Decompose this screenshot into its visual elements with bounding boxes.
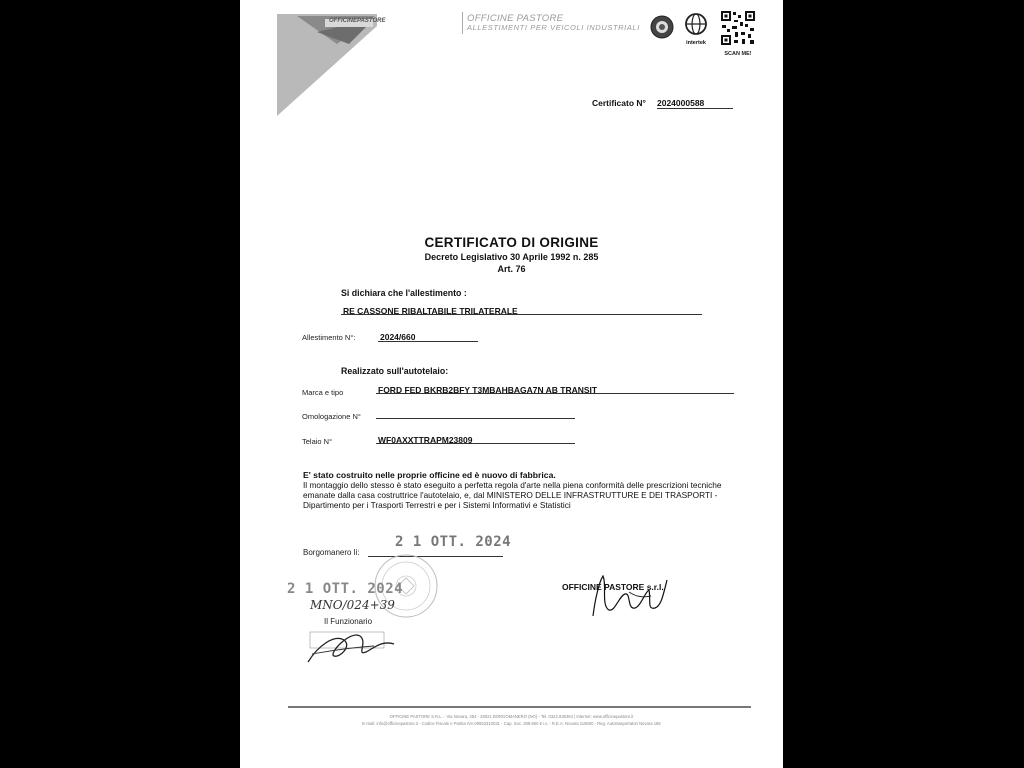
allestimento-number: 2024/660 (380, 332, 416, 342)
document-title: CERTIFICATO DI ORIGINE (424, 235, 599, 250)
declaration-text: Si dichiara che l'allestimento : (341, 288, 467, 298)
quality-seal-icon (650, 13, 674, 41)
brand-divider (462, 12, 463, 34)
footer-line-2: E-mail: info@officinepastore.it - Codice Fiscale e Partita IVA 00652310031 - Cap. Soc. 309.800 € i.v. - R.E.A. Novara 115600 - Reg. Autotrasportatori Novara 186 (362, 721, 661, 726)
company-logo (277, 14, 386, 116)
left-date-stamp: 2 1 OTT. 2024 (287, 581, 404, 597)
allestimento-number-label: Allestimento N°: (302, 333, 356, 342)
globe-icon (683, 13, 709, 35)
footer-line-1: OFFICINE PASTORE S.R.L. - Via Novara, 254 - 28021 BORGOMANERO (NO) - Tel. 0322.835354 | Internet: www.officinepastore.it (389, 714, 634, 719)
place-date-label: Borgomanero li: (303, 548, 360, 557)
statement-heading: E' stato costruito nelle proprie officine ed è nuovo di fabbrica. (303, 470, 556, 480)
allestimento-description-line (341, 314, 702, 315)
certificate-number: 2024000588 (657, 98, 733, 109)
certificate-page (240, 0, 783, 768)
handwritten-reference: MNO/024+39 (310, 598, 395, 612)
qr-code-icon (720, 10, 756, 46)
logo-text-right: PASTORE (357, 18, 386, 24)
make-type-line (376, 393, 734, 394)
date-stamp: 2 1 OTT. 2024 (395, 534, 512, 550)
brand-name: OFFICINE PASTORE (467, 13, 564, 24)
decree-reference: Decreto Legislativo 30 Aprile 1992 n. 285 (424, 252, 599, 262)
qr-caption: SCAN ME! (724, 51, 752, 57)
intertek-label: intertek (686, 40, 706, 46)
statement-paragraph: Il montaggio dello stesso è stato eseguito a perfetta regola d'arte nella piena conformità delle prescrizioni tecniche emanate dalla casa costruttrice l'autotelaio, e, dal MINISTERO DELLE INFRASTRUTTURE E DEI TRASPORTI - Dipartimento per i Trasporti Terrestri e per i Sistemi Informativi e Statistici (303, 480, 722, 511)
company-signature (585, 570, 685, 620)
chassis-number-value: WF0AXXTTRAPM23809 (378, 435, 473, 445)
chassis-number-label: Telaio N° (302, 437, 333, 446)
chassis-heading: Realizzato sull'autotelaio: (341, 366, 449, 376)
make-type-label: Marca e tipo (302, 388, 344, 397)
company-signature-label: OFFICINE PASTORE s.r.l. (562, 582, 664, 592)
homologation-label: Omologazione N° (302, 412, 361, 421)
footer-divider (288, 706, 751, 708)
official-label: Il Funzionario (324, 617, 373, 626)
qr-code (720, 10, 756, 57)
allestimento-description: RE CASSONE RIBALTABILE TRILATERALE (343, 306, 518, 316)
allestimento-number-line (378, 341, 478, 342)
homologation-line (376, 418, 575, 419)
official-signature (304, 626, 404, 668)
certificate-number-label: Certificato N° (592, 98, 646, 108)
logo-text-left: OFFICINE (329, 18, 357, 24)
article-reference: Art. 76 (497, 264, 526, 274)
intertek-badge (683, 13, 709, 47)
chassis-number-line (376, 443, 575, 444)
make-type-value: FORD FED BKRB2BFY T3MBAHBAGA7N AB TRANSIT (378, 385, 598, 395)
brand-subtitle: ALLESTIMENTI PER VEICOLI INDUSTRIALI (467, 23, 640, 32)
